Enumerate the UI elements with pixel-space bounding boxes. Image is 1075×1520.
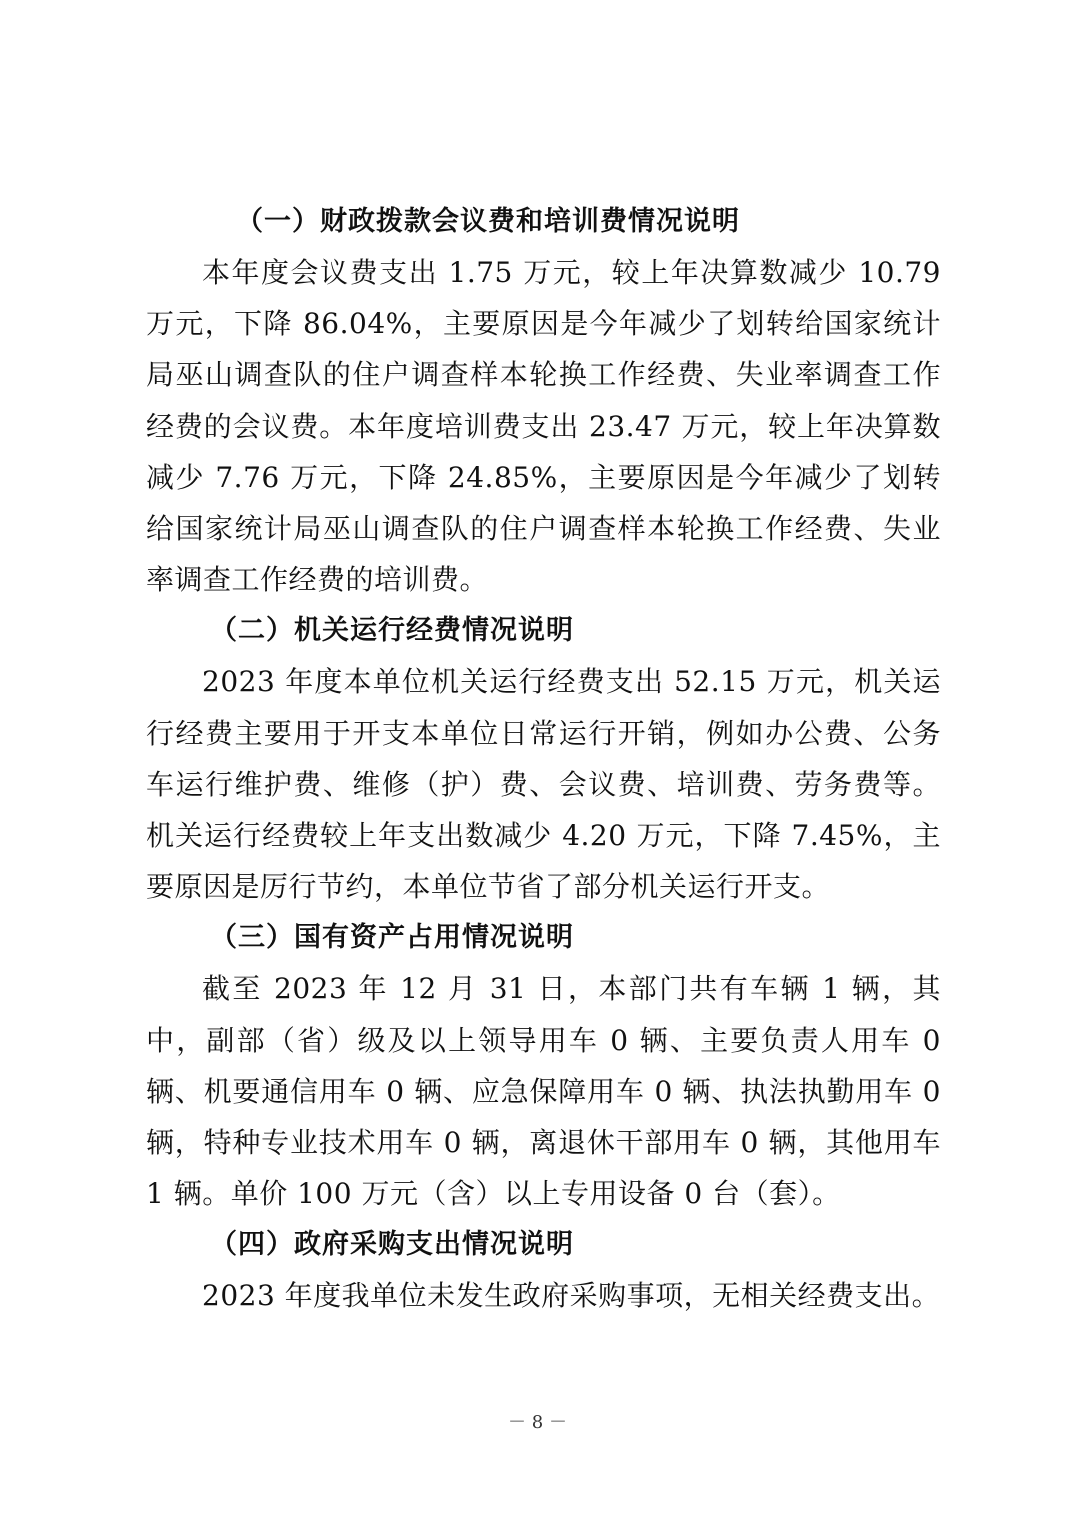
section-paragraph-operating-expenses: 2023 年度本单位机关运行经费支出 52.15 万元，机关运行经费主要用于开支本单位日常运行开销，例如办公费、公务车运行维护费、维修（护）费、会议费、培训费、劳务费等。机关运行经费较上年支出数减少 4.20 万元，下降 7.45%，主要原因是厉行节约，本单位节省了部分机关运行开支。 (146, 665, 941, 904)
section-paragraph-state-assets: 截至 2023 年 12 月 31 日，本部门共有车辆 1 辆，其中，副部（省）级及以上领导用车 0 辆、主要负责人用车 0 辆、机要通信用车 0 辆、应急保障用车 0 辆、执法执勤用车 0 辆，特种专业技术用车 0 辆，离退休干部用车 0 辆，其他用车 1 辆。单价 100 万元（含）以上专用设备 0 台（套）。 (146, 972, 941, 1211)
page-number: － 8 － (508, 1412, 567, 1433)
section-heading-operating-expenses: （二）机关运行经费情况说明 (210, 615, 574, 647)
section-heading-meeting-training-fees: （一）财政拨款会议费和培训费情况说明 (236, 206, 740, 237)
section-heading-government-procurement: （四）政府采购支出情况说明 (210, 1229, 574, 1261)
section-paragraph-government-procurement: 2023 年度我单位未发生政府采购事项，无相关经费支出。 (202, 1279, 941, 1313)
section-paragraph-meeting-training-fees: 本年度会议费支出 1.75 万元，较上年决算数减少 10.79 万元，下降 86.04%，主要原因是今年减少了划转给国家统计局巫山调查队的住户调查样本轮换工作经费、失业率调查工作经费的会议费。本年度培训费支出 23.47 万元，较上年决算数减少 7.76 万元，下降 24.85%，主要原因是今年减少了划转给国家统计局巫山调查队的住户调查样本轮换工作经费、失业率调查工作经费的培训费。 (146, 256, 941, 597)
section-heading-state-assets: （三）国有资产占用情况说明 (210, 922, 574, 954)
page-content (146, 196, 941, 1322)
